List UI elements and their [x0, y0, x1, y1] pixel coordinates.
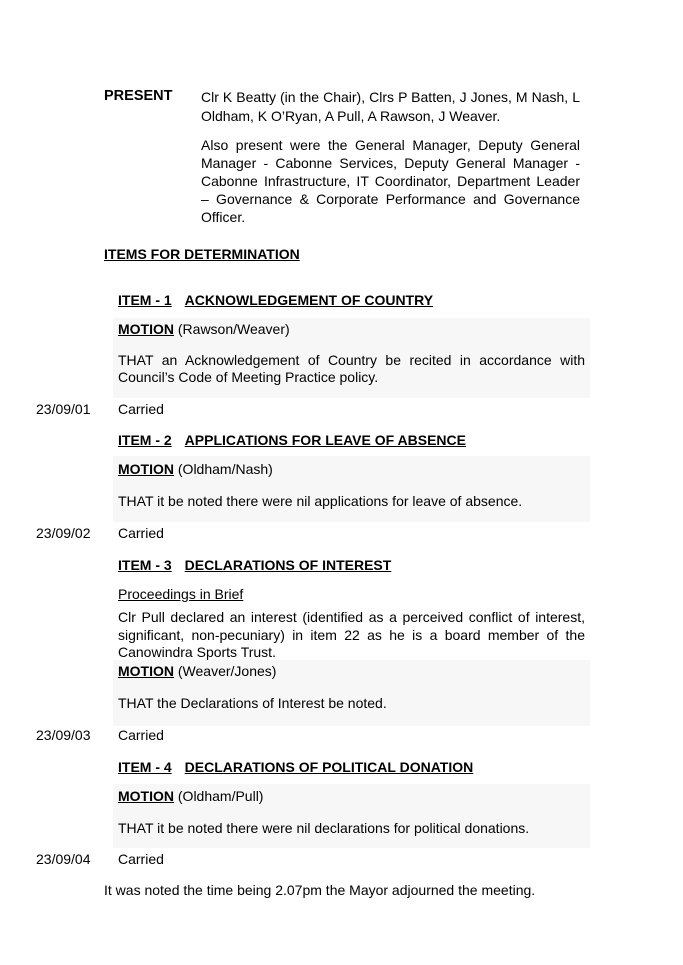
- item-title: DECLARATIONS OF POLITICAL DONATION: [184, 759, 474, 775]
- item-number: ITEM - 2: [118, 432, 172, 448]
- resolution-number: 23/09/02: [36, 525, 91, 541]
- resolution-outcome: Carried: [118, 401, 164, 417]
- resolution-outcome: Carried: [118, 525, 164, 541]
- item-number: ITEM - 1: [118, 292, 172, 308]
- proceedings-label: Proceedings in Brief: [118, 586, 244, 602]
- section-heading: ITEMS FOR DETERMINATION: [104, 246, 300, 262]
- proceedings-text: Clr Pull declared an interest (identified as a perceived conflict of interest, significant, non-pecuniary) in item 22 as he is a board member of the Canowindra Sports Trust.: [118, 609, 585, 660]
- resolution-text: THAT it be noted there were nil declarations for political donations.: [118, 820, 530, 836]
- resolution-number: 23/09/03: [36, 727, 91, 743]
- item-number: ITEM - 3: [118, 557, 172, 573]
- item-4-heading: [118, 759, 473, 775]
- item-title: APPLICATIONS FOR LEAVE OF ABSENCE: [184, 432, 466, 448]
- motion-label: MOTION: [118, 321, 174, 337]
- motion-label: MOTION: [118, 788, 174, 804]
- motion-label: MOTION: [118, 461, 174, 477]
- item-title: DECLARATIONS OF INTEREST: [184, 557, 392, 573]
- also-present-text: Also present were the General Manager, Deputy General Manager - Cabonne Services, Deputy General Manager - Cabonne Infrastructure, IT Coordinator, Department Leader – Governance & Corporate Performance and Governance Officer.: [201, 137, 580, 225]
- present-label: PRESENT: [104, 88, 173, 104]
- motion-line: [118, 461, 273, 477]
- resolution-text: THAT an Acknowledgement of Country be recited in accordance with Council’s Code of Meeting Practice policy.: [118, 352, 585, 385]
- motion-movers: (Oldham/Pull): [177, 788, 264, 804]
- motion-label: MOTION: [118, 663, 174, 679]
- item-1-heading: [118, 292, 433, 308]
- motion-line: [118, 663, 276, 679]
- closing-note: It was noted the time being 2.07pm the Mayor adjourned the meeting.: [104, 882, 536, 898]
- motion-movers: (Oldham/Nash): [177, 461, 273, 477]
- present-attendees: Clr K Beatty (in the Chair), Clrs P Batten, J Jones, M Nash, L Oldham, K O’Ryan, A Pull, A Rawson, J Weaver.: [201, 89, 580, 124]
- resolution-text: THAT the Declarations of Interest be noted.: [118, 695, 387, 711]
- item-title: ACKNOWLEDGEMENT OF COUNTRY: [184, 292, 434, 308]
- resolution-text: THAT it be noted there were nil applications for leave of absence.: [118, 493, 523, 509]
- resolution-number: 23/09/04: [36, 851, 91, 867]
- motion-line: [118, 788, 263, 804]
- motion-line: [118, 321, 290, 337]
- item-3-heading: [118, 557, 391, 573]
- resolution-outcome: Carried: [118, 727, 164, 743]
- motion-movers: (Weaver/Jones): [177, 663, 277, 679]
- resolution-outcome: Carried: [118, 851, 164, 867]
- item-2-heading: [118, 432, 466, 448]
- resolution-number: 23/09/01: [36, 401, 91, 417]
- item-number: ITEM - 4: [118, 759, 172, 775]
- motion-movers: (Rawson/Weaver): [177, 321, 290, 337]
